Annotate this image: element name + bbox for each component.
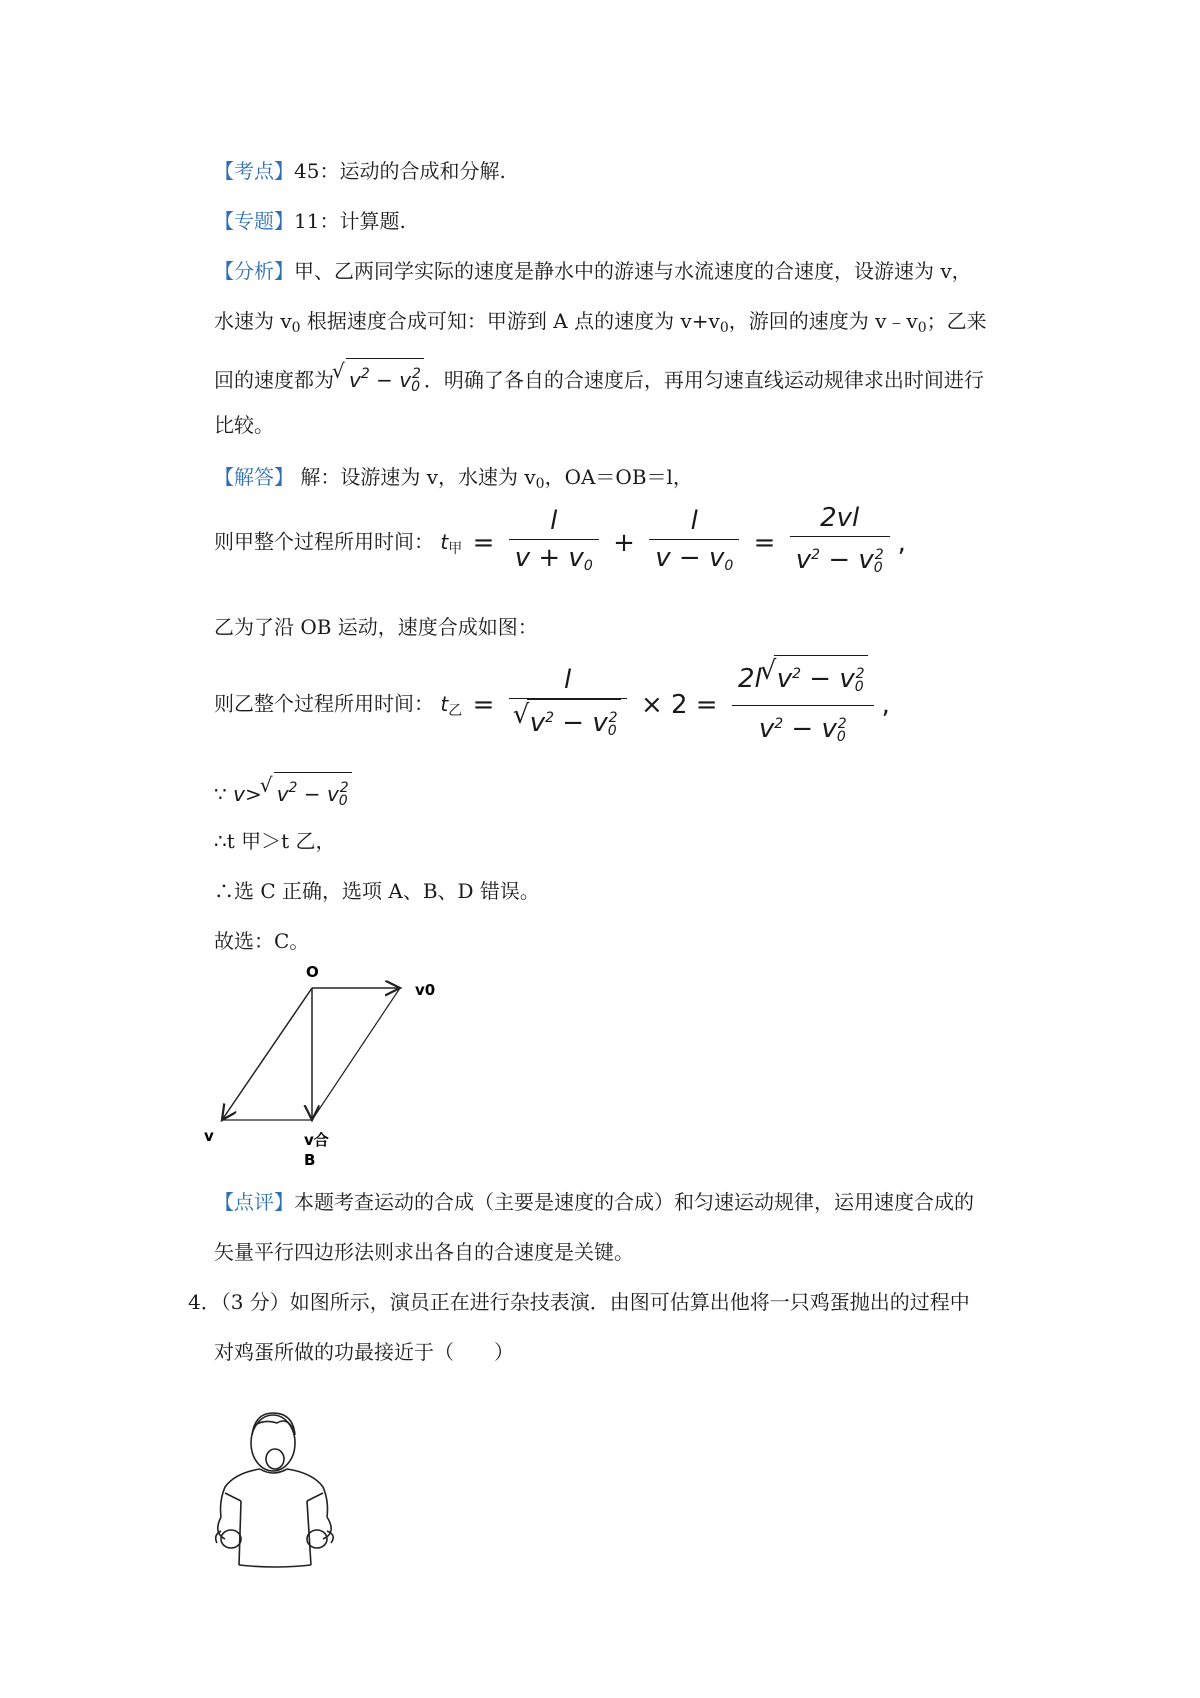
formula-yi-term: l √ $v^2 - v_0^2$: [509, 662, 627, 749]
jieda-tag: 【解答】: [214, 465, 294, 489]
parallelogram-side: [312, 988, 400, 1120]
question-4-line-1: 4．（3 分）如图所示，演员正在进行杂技表演．由图可估算出他将一只鸡蛋抛出的过程中: [188, 1290, 970, 1314]
label-o: O: [306, 963, 319, 981]
dianping-tag: 【点评】: [214, 1190, 294, 1214]
label-v0: v0: [415, 981, 436, 999]
formula-yi-result: $\frac{2l√ v^2 - v_0^2}{v^2 - v_0^2}$: [732, 655, 874, 755]
jieda-line-3: 乙为了沿 OB 运动，速度合成如图：: [214, 615, 538, 639]
jieda-line-5: ∵ v>√ $v^2 - v_0^2$: [214, 772, 352, 816]
jieda-line-4: 则乙整个过程所用时间： $t_乙$ = l √ $v^2 - v_0^2$ × 2 = $\frac{2l√ v^2 - v_0^2}{v^2 - v_0^2}$ ,: [214, 655, 894, 755]
sqrt-expression: √ $v^2 - v_0^2$: [346, 358, 424, 402]
v-vector: [222, 988, 312, 1120]
jieda-line-2: 则甲整个过程所用时间： $t_甲$ = $\frac{l}{v + v_0}$ + $\frac{l}{v - v_0}$ = $\frac{2vl}{v^2 - v_0^2}$ ,: [214, 500, 910, 589]
t-jia: $t_甲$: [440, 529, 463, 557]
fenxi-tag: 【分析】: [214, 259, 294, 283]
zhuanti-tag: 【专题】: [214, 209, 294, 233]
kaodian-line: [214, 156, 506, 186]
fenxi-line-2: 水速为 $v_0$ 根据速度合成可知：甲游到 A 点的速度为 $v+v_0$，游回的速度为 $v﹣v_0$；乙来: [214, 309, 987, 336]
dianping-line-2: 矢量平行四边形法则求出各自的合速度是关键。: [214, 1240, 634, 1264]
zhuanti-line: [214, 206, 406, 236]
jieda-line-1: 【解答】 解：设游速为 v，水速为 $v_0$，OA＝OB＝l，: [214, 465, 693, 492]
zhuanti-text: 11：计算题.: [294, 209, 406, 233]
jieda-line-7: ∴选 C 正确，选项 A、B、D 错误。: [214, 879, 540, 903]
label-b: B: [304, 1151, 316, 1169]
dianping-line-1: 【点评】本题考查运动的合成（主要是速度的合成）和匀速运动规律，运用速度合成的: [214, 1190, 974, 1214]
formula-jia-result: $\frac{2vl}{v^2 - v_0^2}$: [790, 500, 890, 586]
label-vhe: v合: [304, 1131, 329, 1149]
jieda-line-8: 故选：C。: [214, 929, 310, 953]
label-v: v: [204, 1127, 214, 1145]
fenxi-line-4: 比较。: [214, 413, 274, 437]
kaodian-tag: 【考点】: [214, 159, 294, 183]
question-4-line-2: 对鸡蛋所做的功最接近于（ ）: [214, 1340, 514, 1364]
fenxi-line-3: 回的速度都为√ $v^2 - v_0^2$ ．明确了各自的合速度后，再用匀速直线运动规律求出时间进行: [214, 358, 984, 402]
juggler-illustration: [205, 1405, 350, 1570]
fenxi-line-1: 【分析】甲、乙两同学实际的速度是静水中的游速与水流速度的合速度，设游速为 v，: [214, 259, 972, 283]
kaodian-text: 45：运动的合成和分解.: [294, 159, 506, 183]
formula-jia-term2: $\frac{l}{v - v_0}$: [649, 503, 739, 584]
formula-jia-term1: $\frac{l}{v + v_0}$: [509, 503, 599, 584]
jieda-line-6: ∴t 甲＞t 乙，: [214, 829, 336, 853]
t-yi: $t_乙$: [440, 691, 463, 719]
velocity-parallelogram-diagram: [200, 955, 460, 1170]
